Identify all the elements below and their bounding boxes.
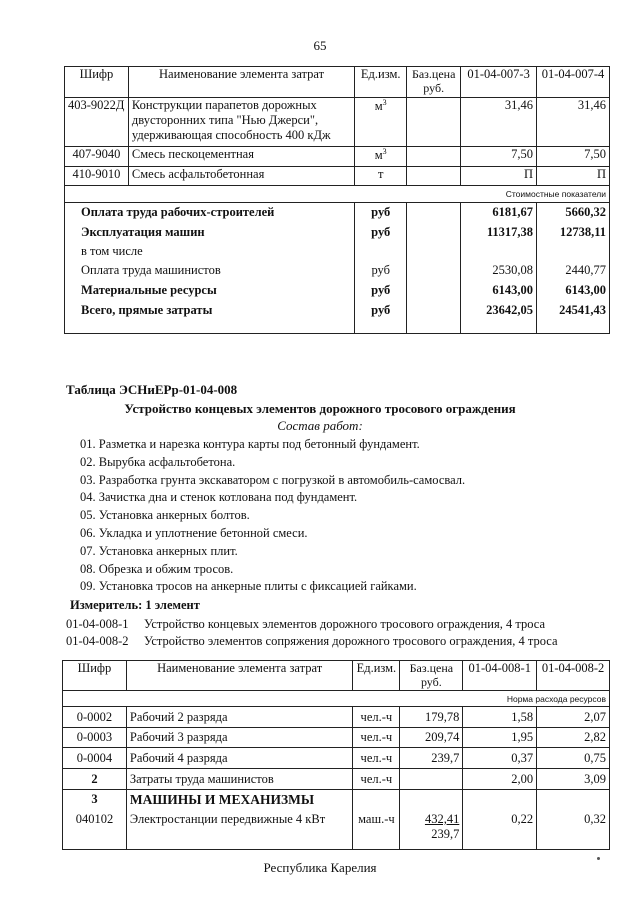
row-code: 0-0002 bbox=[63, 707, 127, 728]
list-item: 03. Разработка грунта экскаватором с погрузкой в автомобиль-самосвал. bbox=[80, 472, 466, 487]
header-variant-2: 01-04-007-4 bbox=[537, 67, 610, 98]
cost-indicators-label: Стоимостные показатели bbox=[65, 186, 610, 203]
cost-value-1 bbox=[464, 244, 533, 263]
table-row bbox=[63, 728, 610, 748]
cost-value-2 bbox=[540, 244, 606, 263]
row-name: Электростанции передвижные 4 кВт bbox=[129, 812, 326, 826]
machines-name-cell bbox=[126, 790, 352, 850]
cost-value-1: 2530,08 bbox=[492, 263, 534, 277]
row-name: Рабочий 4 разряда bbox=[126, 748, 352, 769]
row-code: 040102 bbox=[75, 812, 114, 826]
cost-unit: руб bbox=[371, 263, 390, 277]
row-unit: чел.-ч bbox=[353, 769, 400, 790]
header-variant-1: 01-04-008-1 bbox=[463, 661, 537, 691]
machines-code-cell bbox=[63, 790, 127, 850]
cost-unit: руб bbox=[371, 283, 391, 297]
row-price: 179,78 bbox=[400, 707, 463, 728]
row-code: 403-9022Д bbox=[65, 98, 129, 147]
composition-label: Состав работ: bbox=[277, 418, 363, 433]
meter-label: Измеритель: 1 элемент bbox=[70, 598, 200, 612]
header-variant-2: 01-04-008-2 bbox=[537, 661, 610, 691]
machines-section-row bbox=[63, 790, 610, 850]
row-name: Затраты труда машинистов bbox=[126, 769, 352, 790]
row-price bbox=[407, 98, 461, 147]
cost-name: Материальные ресурсы bbox=[81, 283, 217, 297]
table-row bbox=[65, 98, 610, 147]
row-value-1: 2,00 bbox=[463, 769, 537, 790]
cost-name: Оплата труда машинистов bbox=[81, 263, 221, 277]
machines-value-2-cell bbox=[537, 790, 610, 850]
row-value-1: 0,37 bbox=[463, 748, 537, 769]
table-row-operators bbox=[63, 769, 610, 790]
table-row bbox=[65, 147, 610, 167]
row-value-1: 1,58 bbox=[463, 707, 537, 728]
row-code: 2 bbox=[63, 769, 127, 790]
row-unit: чел.-ч bbox=[353, 707, 400, 728]
table-row bbox=[63, 748, 610, 769]
row-name: Рабочий 2 разряда bbox=[126, 707, 352, 728]
page-number: 65 bbox=[313, 38, 327, 53]
table-header-row bbox=[63, 661, 610, 691]
table-row bbox=[65, 167, 610, 186]
cost-table-01-04-007 bbox=[64, 66, 610, 334]
table-title: Таблица ЭСНиЕРр-01-04-008 bbox=[66, 382, 238, 397]
row-unit bbox=[355, 147, 407, 167]
list-item: 05. Установка анкерных болтов. bbox=[80, 508, 250, 523]
work-steps-list bbox=[80, 436, 465, 596]
variant-text: Устройство элементов сопряжения дорожного тросового ограждения, 4 троса bbox=[144, 634, 558, 648]
row-name: Конструкции парапетов дорожных двусторонних типа "Нью Джерси", удерживающая способность 400 кДж bbox=[128, 98, 354, 147]
cost-names-cell bbox=[65, 203, 355, 334]
row-value-2: 3,09 bbox=[537, 769, 610, 790]
row-value-1: П bbox=[461, 167, 537, 186]
cost-name: Эксплуатация машин bbox=[81, 225, 205, 239]
list-item: 02. Вырубка асфальтобетона. bbox=[80, 454, 236, 469]
row-value-2: П bbox=[537, 167, 610, 186]
cost-value-2: 2440,77 bbox=[565, 263, 606, 277]
cost-block bbox=[65, 203, 610, 334]
row-price bbox=[407, 147, 461, 167]
cost-value-2: 12738,11 bbox=[559, 225, 606, 239]
row-code: 407-9040 bbox=[65, 147, 129, 167]
cost-unit: руб bbox=[371, 205, 391, 219]
norm-label-row bbox=[63, 691, 610, 707]
section-title: МАШИНЫ И МЕХАНИЗМЫ bbox=[129, 792, 315, 807]
row-value-1: 7,50 bbox=[461, 147, 537, 167]
scan-speck bbox=[597, 857, 600, 860]
list-item: 06. Укладка и уплотнение бетонной смеси. bbox=[80, 525, 308, 540]
row-value-1: 1,95 bbox=[463, 728, 537, 748]
machines-unit-cell bbox=[353, 790, 400, 850]
cost-value-2: 6143,00 bbox=[565, 283, 606, 297]
row-name: Рабочий 3 разряда bbox=[126, 728, 352, 748]
row-unit: т bbox=[355, 167, 407, 186]
row-value-2: 2,82 bbox=[537, 728, 610, 748]
unit-superscript: 3 bbox=[382, 98, 387, 107]
cost-values-1-cell bbox=[461, 203, 537, 334]
page-footer: Республика Карелия bbox=[263, 860, 377, 875]
row-unit: маш.-ч bbox=[358, 812, 395, 826]
header-unit: Ед.изм. bbox=[355, 67, 407, 98]
cost-name: Оплата труда рабочих-строителей bbox=[81, 205, 275, 219]
row-price-secondary: 239,7 bbox=[431, 827, 460, 841]
header-price: Баз.цена руб. bbox=[400, 661, 463, 691]
row-price: 239,7 bbox=[400, 748, 463, 769]
list-item: 04. Зачистка дна и стенок котлована под фундамент. bbox=[80, 490, 358, 505]
machines-price-cell bbox=[400, 790, 463, 850]
section-code: 3 bbox=[91, 792, 98, 806]
list-item: 01. Разметка и нарезка контура карты под бетонный фундамент. bbox=[80, 437, 420, 451]
cost-unit bbox=[358, 244, 403, 263]
row-value-1: 0,22 bbox=[511, 812, 534, 826]
unit-superscript: 3 bbox=[382, 147, 387, 156]
row-name: Смесь асфальтобетонная bbox=[128, 167, 354, 186]
row-value-2: 31,46 bbox=[537, 98, 610, 147]
header-name: Наименование элемента затрат bbox=[126, 661, 352, 691]
table-row bbox=[63, 707, 610, 728]
row-price bbox=[400, 769, 463, 790]
row-code: 0-0004 bbox=[63, 748, 127, 769]
cost-price-cell bbox=[407, 203, 461, 334]
cost-value-2: 5660,32 bbox=[565, 205, 606, 219]
row-value-2: 7,50 bbox=[537, 147, 610, 167]
cost-indicators-label-row bbox=[65, 186, 610, 203]
list-item: 08. Обрезка и обжим тросов. bbox=[80, 561, 234, 576]
cost-name: в том числе bbox=[81, 244, 143, 258]
variant-line bbox=[66, 634, 558, 649]
row-price: 432,41 bbox=[424, 812, 460, 826]
list-item: 07. Установка анкерных плит. bbox=[80, 543, 238, 558]
row-unit bbox=[355, 98, 407, 147]
cost-value-1: 6181,67 bbox=[492, 205, 534, 219]
header-variant-1: 01-04-007-3 bbox=[461, 67, 537, 98]
cost-units-cell bbox=[355, 203, 407, 334]
row-value-1: 31,46 bbox=[461, 98, 537, 147]
cost-value-2: 24541,43 bbox=[559, 303, 606, 317]
unit-text: м bbox=[374, 148, 383, 163]
variant-line bbox=[66, 617, 545, 632]
cost-name: Всего, прямые затраты bbox=[81, 303, 213, 317]
header-price: Баз.цена руб. bbox=[407, 67, 461, 98]
cost-unit: руб bbox=[371, 303, 391, 317]
variant-code: 01-04-008-2 bbox=[66, 634, 129, 648]
cost-value-1: 11317,38 bbox=[486, 225, 534, 239]
table-header-row bbox=[65, 67, 610, 98]
row-unit: чел.-ч bbox=[353, 748, 400, 769]
row-code: 410-9010 bbox=[65, 167, 129, 186]
resource-table-01-04-008 bbox=[62, 660, 610, 850]
cost-unit: руб bbox=[371, 225, 391, 239]
header-name: Наименование элемента затрат bbox=[128, 67, 354, 98]
cost-value-1: 6143,00 bbox=[492, 283, 534, 297]
row-name: Смесь пескоцементная bbox=[128, 147, 354, 167]
norm-label: Норма расхода ресурсов bbox=[63, 691, 610, 707]
variant-text: Устройство концевых элементов дорожного тросового ограждения, 4 троса bbox=[144, 617, 546, 631]
row-value-2: 0,75 bbox=[537, 748, 610, 769]
cost-values-2-cell bbox=[537, 203, 610, 334]
header-code: Шифр bbox=[65, 67, 129, 98]
row-unit: чел.-ч bbox=[353, 728, 400, 748]
list-item: 09. Установка тросов на анкерные плиты с фиксацией гайками. bbox=[80, 579, 417, 594]
cost-value-1: 23642,05 bbox=[486, 303, 534, 317]
row-price bbox=[407, 167, 461, 186]
unit-text: м bbox=[374, 99, 383, 114]
row-code: 0-0003 bbox=[63, 728, 127, 748]
variant-code: 01-04-008-1 bbox=[66, 617, 129, 631]
machines-value-1-cell bbox=[463, 790, 537, 850]
header-unit: Ед.изм. bbox=[353, 661, 400, 691]
row-value-2: 0,32 bbox=[584, 812, 606, 826]
row-value-2: 2,07 bbox=[537, 707, 610, 728]
table-subtitle: Устройство концевых элементов дорожного тросового ограждения bbox=[124, 401, 516, 416]
header-code: Шифр bbox=[63, 661, 127, 691]
row-price: 209,74 bbox=[400, 728, 463, 748]
